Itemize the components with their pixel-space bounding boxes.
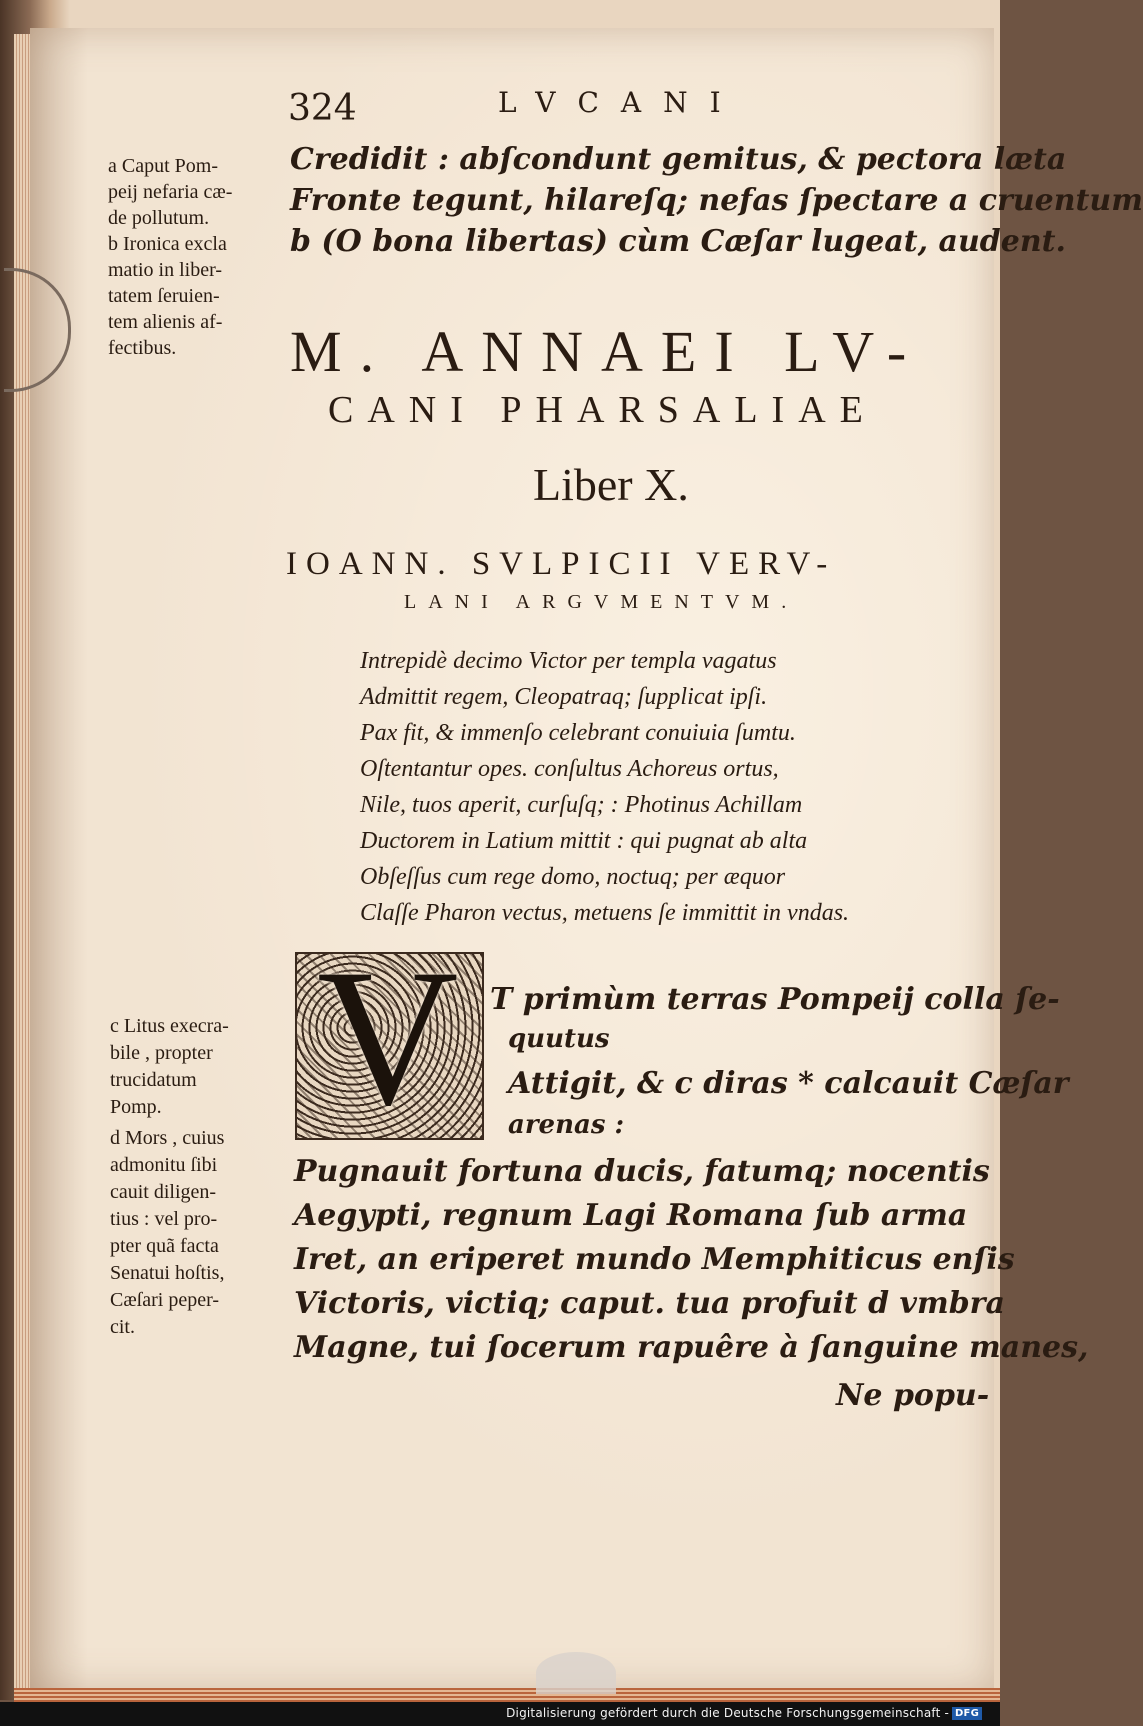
verse-line: Credidit : abſcondunt gemitus, & pectora læta	[290, 142, 1067, 177]
margin-note-line: tatem ſeruien-	[108, 285, 220, 307]
margin-note-line: b Ironica excla	[108, 233, 227, 255]
argument-heading-line2: LANI ARGVMENTVM.	[404, 591, 799, 613]
verse-line: Iret, an eriperet mundo Memphiticus enſis	[294, 1242, 1015, 1277]
argument-line: Intrepidè decimo Victor per templa vagatus	[360, 648, 777, 674]
funding-credit-text: Digitalisierung gefördert durch die Deutsche Forschungsgemeinschaft -	[506, 1706, 950, 1720]
margin-note-line: peij nefaria cæ-	[108, 181, 233, 203]
verse-line: Aegypti, regnum Lagi Romana ſub arma	[294, 1198, 968, 1233]
decorated-initial	[295, 929, 484, 1146]
margin-note-line: matio in liber-	[108, 259, 223, 281]
margin-note-line: tius : vel pro-	[110, 1208, 218, 1230]
page-bottom-edge	[14, 1688, 1000, 1702]
initial-letter: V	[317, 929, 459, 1146]
margin-note-line: cit.	[110, 1316, 135, 1338]
book-title-line1: M. ANNAEI LV-	[290, 319, 925, 384]
verse-line: Attigit, & c diras * calcauit Cæſar	[508, 1066, 1069, 1101]
margin-note-line: cauit diligen-	[110, 1181, 217, 1203]
argument-line: Obſeſſus cum rege domo, noctuq; per æquor	[360, 864, 786, 890]
margin-note-line: c Litus execra-	[110, 1015, 229, 1037]
verse-line: T primùm terras Pompeij colla ſe-	[490, 982, 1060, 1017]
margin-note-line: admonitu ſibi	[110, 1154, 218, 1176]
running-title: LVCANI	[498, 86, 743, 119]
verse-line: Fronte tegunt, hilareſq; nefas ſpectare a cruentum	[290, 183, 1143, 218]
funding-credit	[506, 1706, 982, 1720]
verse-line: Victoris, victiq; caput. tua profuit d vmbra	[294, 1286, 1005, 1321]
dfg-logo: DFG	[952, 1707, 982, 1720]
margin-note-line: fectibus.	[108, 337, 177, 359]
margin-note-line: de pollutum.	[108, 207, 210, 229]
argument-heading-line1: IOANN. SVLPICII VERV-	[286, 546, 837, 582]
argument-line: Ductorem in Latium mittit : qui pugnat ab alta	[360, 828, 808, 854]
book-title-line3: Liber X.	[533, 459, 689, 510]
margin-note-line: pter quã facta	[110, 1235, 219, 1257]
margin-note-line: Senatui hoſtis,	[110, 1262, 225, 1284]
page-number: 324	[288, 88, 357, 129]
margin-note-line: tem alienis af-	[108, 311, 223, 333]
verse-line: b (O bona libertas) cùm Cæſar lugeat, audent.	[290, 224, 1066, 259]
verse-line: Magne, tui ſocerum rapuêre à ſanguine manes,	[294, 1330, 1089, 1365]
argument-line: Claſſe Pharon vectus, metuens ſe immittit in vndas.	[360, 900, 850, 926]
book-title-line2: CANI PHARSALIAE	[328, 389, 877, 431]
catchword: Ne popu-	[836, 1378, 990, 1413]
verse-line: Pugnauit fortuna ducis, fatumq; nocentis	[294, 1154, 990, 1189]
margin-note-line: Pomp.	[110, 1096, 162, 1118]
verse-line: quutus	[508, 1024, 610, 1054]
margin-note-line: trucidatum	[110, 1069, 197, 1091]
margin-note-line: d Mors , cuius	[110, 1127, 225, 1149]
argument-line: Admittit regem, Cleopatraq; ſupplicat ipſi.	[360, 684, 768, 710]
margin-note-line: Cæſari peper-	[110, 1289, 220, 1311]
paper-clip	[536, 1652, 616, 1694]
margin-note-line: bile , propter	[110, 1042, 213, 1064]
argument-line: Oſtentantur opes. conſultus Achoreus ortus,	[360, 756, 779, 782]
argument-line: Pax fit, & immenſo celebrant conuiuia ſumtu.	[360, 720, 796, 746]
verse-line: arenas :	[508, 1110, 625, 1140]
argument-line: Nile, tuos aperit, curſuſq; : Photinus Achillam	[360, 792, 803, 818]
margin-note-line: a Caput Pom-	[108, 155, 218, 177]
